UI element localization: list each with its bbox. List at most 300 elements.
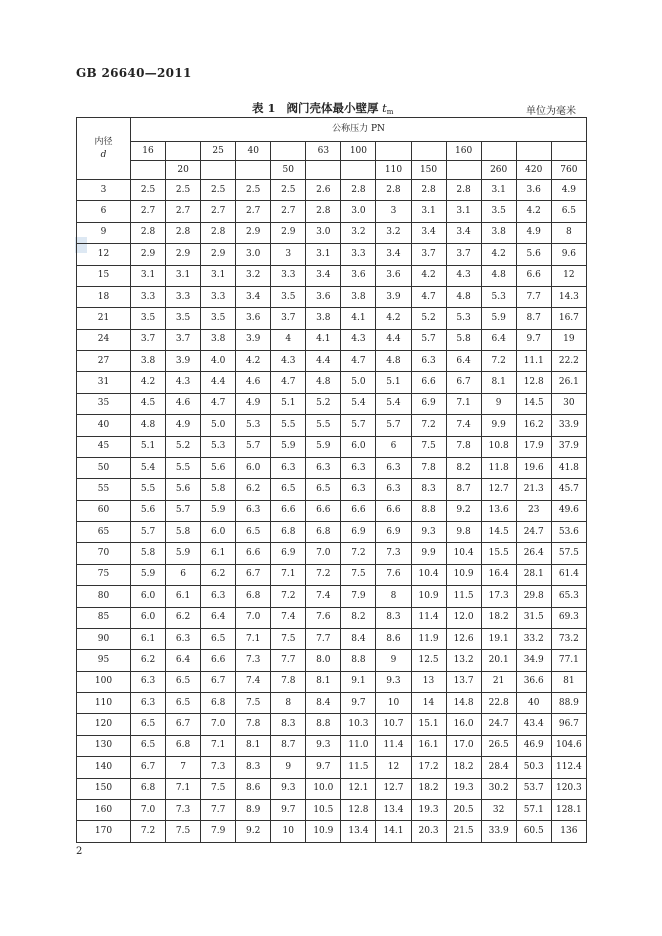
thickness-cell: 17.3 [481, 586, 516, 607]
thickness-cell: 7.6 [376, 564, 411, 585]
thickness-cell: 53.7 [516, 778, 551, 799]
thickness-cell: 5.6 [201, 457, 236, 478]
thickness-cell: 6.1 [166, 586, 201, 607]
thickness-cell: 8 [271, 693, 306, 714]
thickness-cell: 33.9 [551, 415, 586, 436]
diameter-cell: 50 [77, 457, 131, 478]
thickness-cell: 5.0 [341, 372, 376, 393]
page-number: 2 [76, 846, 83, 857]
thickness-cell: 5.5 [271, 415, 306, 436]
thickness-cell: 14.5 [516, 393, 551, 414]
thickness-cell: 6.2 [166, 607, 201, 628]
thickness-cell: 6.7 [131, 757, 166, 778]
table-row [77, 500, 587, 521]
table-row [77, 607, 587, 628]
thickness-cell: 7.4 [306, 586, 341, 607]
pressure-header: 公称压力 PN [131, 118, 587, 142]
table-row [77, 393, 587, 414]
thickness-cell: 6.8 [201, 693, 236, 714]
thickness-cell: 16.7 [551, 308, 586, 329]
diameter-cell: 85 [77, 607, 131, 628]
thickness-cell: 5.0 [201, 415, 236, 436]
thickness-cell: 17.2 [411, 757, 446, 778]
thickness-cell: 6.5 [201, 628, 236, 649]
thickness-cell: 14 [411, 693, 446, 714]
thickness-cell: 8.4 [306, 693, 341, 714]
thickness-cell: 3.1 [131, 265, 166, 286]
thickness-cell: 5.3 [201, 436, 236, 457]
diameter-cell: 150 [77, 778, 131, 799]
thickness-cell: 12.8 [516, 372, 551, 393]
pn-cell [341, 161, 376, 180]
thickness-cell: 6.9 [271, 543, 306, 564]
thickness-cell: 4.2 [376, 308, 411, 329]
thickness-cell: 5.9 [271, 436, 306, 457]
diameter-cell: 21 [77, 308, 131, 329]
thickness-cell: 6.9 [341, 522, 376, 543]
thickness-cell: 8.8 [341, 650, 376, 671]
thickness-cell: 2.7 [166, 201, 201, 222]
unit-note: 单位为毫米 [526, 106, 576, 117]
table-row [77, 457, 587, 478]
diameter-cell: 18 [77, 286, 131, 307]
diameter-cell: 110 [77, 693, 131, 714]
thickness-cell: 9.8 [446, 522, 481, 543]
thickness-cell: 11.4 [376, 735, 411, 756]
thickness-cell: 14.5 [481, 522, 516, 543]
diameter-cell: 75 [77, 564, 131, 585]
thickness-cell: 6.3 [131, 693, 166, 714]
thickness-cell: 96.7 [551, 714, 586, 735]
table-body [77, 180, 587, 843]
table-title: 阀门壳体最小壁厚 [286, 101, 379, 115]
thickness-cell: 2.5 [166, 180, 201, 201]
thickness-cell: 6.3 [236, 500, 271, 521]
thickness-cell: 3.1 [446, 201, 481, 222]
thickness-cell: 7 [166, 757, 201, 778]
pn-cell [376, 142, 411, 161]
thickness-cell: 5.9 [131, 564, 166, 585]
diameter-cell: 31 [77, 372, 131, 393]
thickness-cell: 29.8 [516, 586, 551, 607]
thickness-cell: 6.8 [306, 522, 341, 543]
thickness-cell: 5.1 [131, 436, 166, 457]
table-row [77, 650, 587, 671]
thickness-cell: 3.3 [201, 286, 236, 307]
diameter-header-cell [77, 118, 131, 180]
thickness-cell: 17.9 [516, 436, 551, 457]
thickness-cell: 15.1 [411, 714, 446, 735]
diameter-cell: 60 [77, 500, 131, 521]
thickness-cell: 7.1 [271, 564, 306, 585]
thickness-cell: 3.5 [201, 308, 236, 329]
pn-cell [201, 161, 236, 180]
thickness-cell: 16.4 [481, 564, 516, 585]
thickness-cell: 4.0 [201, 351, 236, 372]
thickness-cell: 60.5 [516, 821, 551, 843]
thickness-cell: 21.3 [516, 479, 551, 500]
thickness-cell: 7.5 [236, 693, 271, 714]
thickness-cell: 4.9 [236, 393, 271, 414]
table-row [77, 479, 587, 500]
thickness-cell: 7.5 [201, 778, 236, 799]
table-row [77, 543, 587, 564]
thickness-cell: 3.6 [341, 265, 376, 286]
thickness-cell: 6.3 [131, 671, 166, 692]
thickness-cell: 4.4 [201, 372, 236, 393]
thickness-cell: 19.1 [481, 628, 516, 649]
thickness-cell: 7.0 [306, 543, 341, 564]
thickness-cell: 6.0 [341, 436, 376, 457]
thickness-cell: 4.1 [341, 308, 376, 329]
diameter-symbol: d [100, 149, 107, 160]
thickness-cell: 3.3 [271, 265, 306, 286]
thickness-cell: 2.8 [341, 180, 376, 201]
thickness-cell: 3.4 [446, 222, 481, 243]
thickness-cell: 81 [551, 671, 586, 692]
table-row [77, 415, 587, 436]
thickness-cell: 6.5 [166, 693, 201, 714]
thickness-cell: 10.0 [306, 778, 341, 799]
thickness-cell: 4.8 [481, 265, 516, 286]
thickness-cell: 4.8 [376, 351, 411, 372]
thickness-cell: 6.8 [271, 522, 306, 543]
thickness-cell: 45.7 [551, 479, 586, 500]
thickness-cell: 4.3 [446, 265, 481, 286]
pn-cell: 160 [446, 142, 481, 161]
thickness-cell: 11.5 [446, 586, 481, 607]
thickness-cell: 7.3 [166, 799, 201, 820]
thickness-cell: 9.3 [306, 735, 341, 756]
thickness-cell: 43.4 [516, 714, 551, 735]
table-row [77, 735, 587, 756]
thickness-cell: 8.9 [236, 799, 271, 820]
thickness-cell: 33.9 [481, 821, 516, 843]
thickness-cell: 12.0 [446, 607, 481, 628]
thickness-cell: 16.0 [446, 714, 481, 735]
thickness-cell: 4.5 [131, 393, 166, 414]
thickness-cell: 7.2 [271, 586, 306, 607]
pn-cell: 420 [516, 161, 551, 180]
thickness-cell: 9.2 [446, 500, 481, 521]
thickness-cell: 3.7 [131, 329, 166, 350]
thickness-cell: 5.9 [306, 436, 341, 457]
thickness-cell: 7.3 [201, 757, 236, 778]
thickness-cell: 9.9 [481, 415, 516, 436]
thickness-cell: 4.4 [306, 351, 341, 372]
thickness-cell: 4.3 [166, 372, 201, 393]
thickness-cell: 2.8 [131, 222, 166, 243]
thickness-cell: 3.7 [446, 244, 481, 265]
thickness-cell: 3.3 [131, 286, 166, 307]
pn-row [77, 161, 587, 180]
thickness-cell: 9.7 [341, 693, 376, 714]
thickness-cell: 57.1 [516, 799, 551, 820]
table-row [77, 628, 587, 649]
thickness-cell: 8.3 [236, 757, 271, 778]
thickness-cell: 5.4 [341, 393, 376, 414]
thickness-cell: 3.1 [306, 244, 341, 265]
thickness-cell: 3.9 [166, 351, 201, 372]
thickness-cell: 5.8 [446, 329, 481, 350]
thickness-cell: 20.3 [411, 821, 446, 843]
thickness-cell: 8.1 [306, 671, 341, 692]
thickness-cell: 3.6 [516, 180, 551, 201]
thickness-cell: 3.9 [236, 329, 271, 350]
thickness-cell: 32 [481, 799, 516, 820]
thickness-cell: 3.5 [271, 286, 306, 307]
thickness-cell: 24.7 [481, 714, 516, 735]
thickness-cell: 8 [551, 222, 586, 243]
thickness-cell: 2.8 [411, 180, 446, 201]
thickness-cell: 136 [551, 821, 586, 843]
thickness-cell: 7.6 [306, 607, 341, 628]
thickness-cell: 4.4 [376, 329, 411, 350]
thickness-cell: 13 [411, 671, 446, 692]
thickness-cell: 3.5 [131, 308, 166, 329]
thickness-cell: 3.0 [341, 201, 376, 222]
thickness-cell: 6.9 [411, 393, 446, 414]
thickness-cell: 6.5 [166, 671, 201, 692]
pn-cell: 150 [411, 161, 446, 180]
thickness-cell: 6.6 [411, 372, 446, 393]
thickness-cell: 69.3 [551, 607, 586, 628]
table-row [77, 693, 587, 714]
table-row [77, 799, 587, 820]
thickness-cell: 26.5 [481, 735, 516, 756]
thickness-cell: 36.6 [516, 671, 551, 692]
pn-cell [551, 142, 586, 161]
thickness-cell: 5.1 [376, 372, 411, 393]
table-caption [252, 100, 393, 116]
thickness-cell: 5.3 [236, 415, 271, 436]
thickness-cell: 5.5 [131, 479, 166, 500]
thickness-cell: 7.1 [166, 778, 201, 799]
thickness-cell: 2.7 [201, 201, 236, 222]
thickness-cell: 34.9 [516, 650, 551, 671]
thickness-cell: 6.3 [341, 479, 376, 500]
thickness-cell: 6.6 [306, 500, 341, 521]
thickness-cell: 3.2 [341, 222, 376, 243]
thickness-cell: 6 [376, 436, 411, 457]
thickness-cell: 18.2 [446, 757, 481, 778]
thickness-cell: 4.3 [341, 329, 376, 350]
standard-number: GB 26640—2011 [76, 66, 192, 80]
thickness-cell: 7.9 [341, 586, 376, 607]
thickness-cell: 4.7 [271, 372, 306, 393]
thickness-cell: 5.6 [131, 500, 166, 521]
thickness-cell: 5.9 [166, 543, 201, 564]
thickness-cell: 7.4 [271, 607, 306, 628]
thickness-cell: 2.5 [201, 180, 236, 201]
thickness-cell: 9.2 [236, 821, 271, 843]
pn-cell [166, 142, 201, 161]
thickness-cell: 6.7 [201, 671, 236, 692]
thickness-cell: 7.2 [131, 821, 166, 843]
thickness-cell: 8.6 [376, 628, 411, 649]
thickness-cell: 6.3 [411, 351, 446, 372]
thickness-cell: 8.3 [271, 714, 306, 735]
thickness-cell: 7.8 [411, 457, 446, 478]
pn-row [77, 142, 587, 161]
diameter-cell: 27 [77, 351, 131, 372]
thickness-cell: 3.5 [481, 201, 516, 222]
thickness-cell: 6.2 [201, 564, 236, 585]
thickness-cell: 2.9 [236, 222, 271, 243]
thickness-cell: 6.5 [551, 201, 586, 222]
thickness-cell: 6.8 [236, 586, 271, 607]
thickness-cell: 6.4 [481, 329, 516, 350]
thickness-cell: 12.1 [341, 778, 376, 799]
thickness-cell: 6.5 [131, 735, 166, 756]
diameter-cell: 95 [77, 650, 131, 671]
thickness-cell: 5.3 [446, 308, 481, 329]
thickness-cell: 2.9 [271, 222, 306, 243]
thickness-cell: 4.7 [411, 286, 446, 307]
table-row [77, 265, 587, 286]
thickness-cell: 3.3 [166, 286, 201, 307]
thickness-cell: 4.8 [306, 372, 341, 393]
diameter-cell: 130 [77, 735, 131, 756]
thickness-cell: 3.4 [306, 265, 341, 286]
thickness-cell: 9.1 [341, 671, 376, 692]
thickness-cell: 14.3 [551, 286, 586, 307]
thickness-cell: 7.5 [411, 436, 446, 457]
thickness-cell: 6.3 [376, 457, 411, 478]
thickness-cell: 10.5 [306, 799, 341, 820]
thickness-cell: 6.2 [131, 650, 166, 671]
thickness-cell: 3.8 [341, 286, 376, 307]
thickness-cell: 10.9 [446, 564, 481, 585]
thickness-cell: 9 [376, 650, 411, 671]
thickness-cell: 20.1 [481, 650, 516, 671]
table-label: 表 1 [252, 101, 276, 115]
thickness-cell: 7.0 [236, 607, 271, 628]
thickness-cell: 5.7 [341, 415, 376, 436]
thickness-cell: 12 [551, 265, 586, 286]
thickness-cell: 2.9 [201, 244, 236, 265]
thickness-cell: 10.7 [376, 714, 411, 735]
diameter-cell: 3 [77, 180, 131, 201]
pn-cell [131, 161, 166, 180]
thickness-cell: 2.8 [376, 180, 411, 201]
table-row [77, 351, 587, 372]
thickness-cell: 13.7 [446, 671, 481, 692]
thickness-cell: 19 [551, 329, 586, 350]
thickness-cell: 5.7 [166, 500, 201, 521]
thickness-cell: 5.4 [131, 457, 166, 478]
thickness-cell: 7.2 [341, 543, 376, 564]
thickness-cell: 20.5 [446, 799, 481, 820]
thickness-cell: 8.2 [341, 607, 376, 628]
thickness-cell: 5.1 [271, 393, 306, 414]
table-row [77, 821, 587, 843]
thickness-cell: 13.4 [376, 799, 411, 820]
thickness-cell: 4.9 [551, 180, 586, 201]
thickness-cell: 3.3 [341, 244, 376, 265]
thickness-cell: 16.1 [411, 735, 446, 756]
thickness-cell: 7.5 [166, 821, 201, 843]
thickness-cell: 3.4 [236, 286, 271, 307]
thickness-cell: 4.9 [516, 222, 551, 243]
thickness-cell: 57.5 [551, 543, 586, 564]
thickness-cell: 6.4 [201, 607, 236, 628]
diameter-cell: 170 [77, 821, 131, 843]
table-row [77, 522, 587, 543]
thickness-cell: 4.8 [446, 286, 481, 307]
thickness-cell: 5.7 [131, 522, 166, 543]
thickness-cell: 22.8 [481, 693, 516, 714]
thickness-cell: 9.7 [516, 329, 551, 350]
thickness-cell: 6.6 [201, 650, 236, 671]
thickness-cell: 10 [376, 693, 411, 714]
thickness-cell: 2.8 [201, 222, 236, 243]
thickness-cell: 4.8 [131, 415, 166, 436]
thickness-cell: 12.8 [341, 799, 376, 820]
thickness-cell: 3.1 [481, 180, 516, 201]
thickness-cell: 4.9 [166, 415, 201, 436]
thickness-cell: 4.2 [516, 201, 551, 222]
pn-cell: 100 [341, 142, 376, 161]
thickness-cell: 3.0 [236, 244, 271, 265]
thickness-cell: 5.7 [236, 436, 271, 457]
thickness-cell: 3.8 [201, 329, 236, 350]
thickness-cell: 7.1 [446, 393, 481, 414]
thickness-cell: 5.6 [166, 479, 201, 500]
thickness-cell: 7.4 [446, 415, 481, 436]
thickness-cell: 5.2 [411, 308, 446, 329]
thickness-cell: 6.3 [166, 628, 201, 649]
thickness-cell: 7.4 [236, 671, 271, 692]
thickness-cell: 8.1 [481, 372, 516, 393]
table-row [77, 671, 587, 692]
diameter-cell: 80 [77, 586, 131, 607]
thickness-cell: 12.7 [481, 479, 516, 500]
table-symbol: t [382, 101, 387, 115]
diameter-cell: 55 [77, 479, 131, 500]
thickness-cell: 8.2 [446, 457, 481, 478]
thickness-cell: 5.8 [201, 479, 236, 500]
thickness-cell: 2.9 [131, 244, 166, 265]
thickness-cell: 9.9 [411, 543, 446, 564]
thickness-cell: 9.7 [306, 757, 341, 778]
diameter-cell: 24 [77, 329, 131, 350]
thickness-cell: 6.0 [201, 522, 236, 543]
thickness-cell: 7.9 [201, 821, 236, 843]
thickness-cell: 6.3 [271, 457, 306, 478]
thickness-cell: 28.4 [481, 757, 516, 778]
thickness-cell: 13.4 [341, 821, 376, 843]
thickness-cell: 5.2 [166, 436, 201, 457]
thickness-cell: 8.1 [236, 735, 271, 756]
thickness-cell: 6.8 [166, 735, 201, 756]
thickness-cell: 5.5 [306, 415, 341, 436]
thickness-cell: 6.0 [131, 607, 166, 628]
pn-cell [481, 142, 516, 161]
thickness-cell: 6.3 [376, 479, 411, 500]
thickness-cell: 5.7 [376, 415, 411, 436]
thickness-cell: 21.5 [446, 821, 481, 843]
pn-cell: 110 [376, 161, 411, 180]
thickness-cell: 7.7 [271, 650, 306, 671]
thickness-cell: 104.6 [551, 735, 586, 756]
thickness-cell: 14.8 [446, 693, 481, 714]
thickness-cell: 4.1 [306, 329, 341, 350]
thickness-cell: 112.4 [551, 757, 586, 778]
thickness-cell: 4.2 [481, 244, 516, 265]
thickness-cell: 3.8 [306, 308, 341, 329]
thickness-cell: 10.3 [341, 714, 376, 735]
